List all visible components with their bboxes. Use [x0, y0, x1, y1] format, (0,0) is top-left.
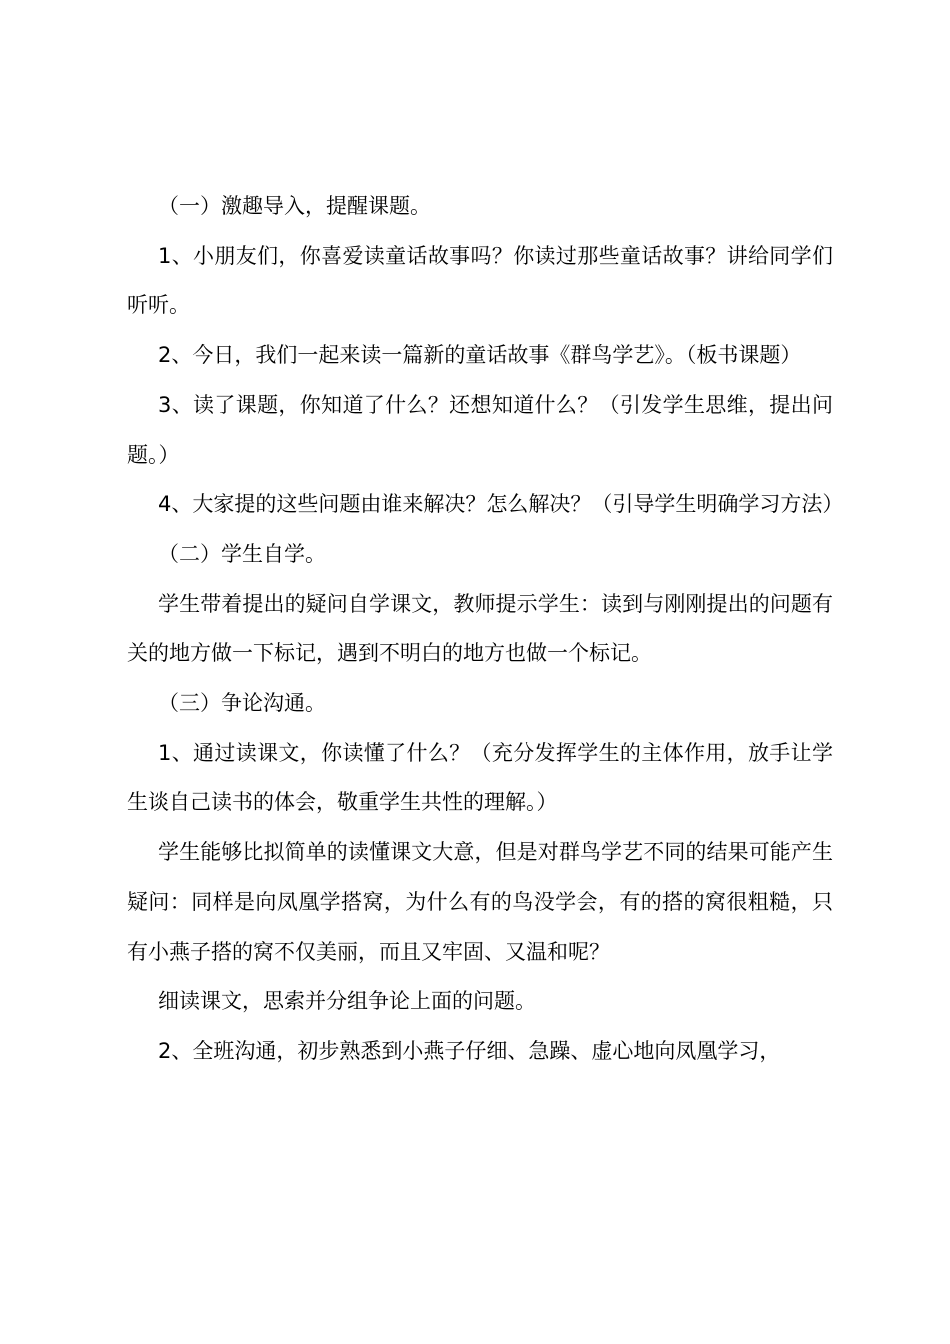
- paragraph-discussion-2: 2、全班沟通，初步熟悉到小燕子仔细、急躁、虚心地向凤凰学习，: [158, 1038, 781, 1063]
- paragraph-discussion-1: 1、通过读课文，你读懂了什么？（充分发挥学生的主体作用，放手让学生谈自己读书的体会，敬重学生共性的理解。）: [127, 740, 833, 815]
- paragraph-self-study: 学生带着提出的疑问自学课文，教师提示学生：读到与刚刚提出的问题有关的地方做一下标记，遇到不明白的地方也做一个标记。: [127, 591, 833, 666]
- paragraph-discussion-question: 学生能够比拟简单的读懂课文大意，但是对群鸟学艺不同的结果可能产生疑问：同样是向凤凰学搭窝，为什么有的鸟没学会，有的搭的窝很粗糙，只有小燕子搭的窝不仅美丽，而且又牢固、又温和呢？: [127, 840, 833, 964]
- paragraph-close-reading: 细读课文，思索并分组争论上面的问题。: [158, 989, 536, 1014]
- document-body: [127, 182, 844, 1077]
- section-heading-self-study: （二）学生自学。: [158, 541, 326, 566]
- section-heading-intro: （一）激趣导入，提醒课题。: [158, 194, 431, 218]
- paragraph-step-1: 1、小朋友们，你喜爱读童话故事吗？你读过那些童话故事？讲给同学们听听。: [127, 243, 833, 318]
- paragraph-step-3: 3、读了课题，你知道了什么？还想知道什么？（引发学生思维，提出问题。）: [127, 392, 833, 467]
- paragraph-step-2: 2、今日，我们一起来读一篇新的童话故事《群鸟学艺》。（板书课题）: [158, 343, 802, 368]
- paragraph-step-4: 4、大家提的这些问题由谁来解决？怎么解决？（引导学生明确学习方法）: [158, 492, 844, 517]
- section-heading-discussion: （三）争论沟通。: [158, 691, 326, 716]
